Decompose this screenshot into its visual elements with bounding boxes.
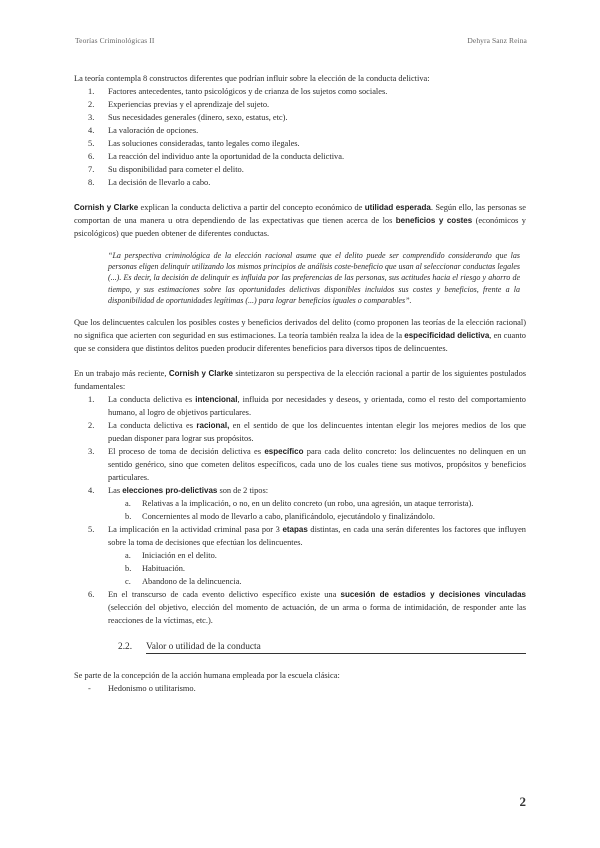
section-title: Valor o utilidad de la conducta: [146, 642, 261, 653]
intro-paragraph: La teoría contempla 8 constructos diferentes que podrían influir sobre la elección de la conducta delictiva:: [74, 74, 430, 83]
list-item: 5. Las soluciones consideradas, tanto legales como ilegales.: [88, 139, 300, 148]
list-item: 1. La conducta delictiva es intencional, influida por necesidades y deseos, y orientada, como el resto del comportamiento humano, al logro de objetivos particulares.: [88, 395, 526, 418]
section-heading: [74, 639, 526, 657]
constructs-list: [74, 85, 526, 189]
classical-school-paragraph: Se parte de la concepción de la acción humana empleada por la escuela clásica:: [74, 671, 340, 681]
list-item: b. Habituación.: [125, 564, 186, 574]
list-item: c. Abandono de la delincuencia.: [125, 577, 242, 587]
list-item: a. Iniciación en el delito.: [125, 551, 217, 561]
list-item: 4. Las elecciones pro-delictivas son de 2 tipos: a. Relativas a la implicación, o no, en un delito concreto (un robo, una agresión, un ataque terrorista). b. Concernientes al modo de llevarlo a cabo, planificándolo, ejecutándolo y finalizándolo.: [74, 484, 526, 523]
page-body: [74, 72, 526, 695]
list-item: 1. Factores antecedentes, tanto psicológicos y de crianza de los sujetos como sociales.: [88, 87, 388, 96]
list-item: 2. La conducta delictiva es racional, en el sentido de que los delincuentes intentan elegir los mejores medios de los que puedan disponer para lograr sus propósitos.: [88, 421, 527, 444]
list-item: 4. La valoración de opciones.: [88, 126, 199, 135]
list-item: 6. En el transcurso de cada evento delictivo específico existe una sucesión de estadios y decisiones vinculadas (selección del objetivo, elección del momento de actuación, de un arma o forma de intimidación, de responder ante las reacciones de la víctimas, etc.).: [88, 590, 526, 626]
list-item: 7. Su disponibilidad para cometer el delito.: [88, 165, 244, 174]
postulates-list: [74, 393, 526, 627]
list-item: b. Concernientes al modo de llevarlo a cabo, planificándolo, ejecutándolo y finalizándolo.: [125, 512, 435, 522]
list-item: a. Relativas a la implicación, o no, en un delito concreto (un robo, una agresión, un ataque terrorista).: [125, 499, 474, 509]
block-quote: “La perspectiva criminológica de la elección racional asume que el delito puede ser comprendido considerando que las personas eligen delinquir utilizando los mismos principios de análisis coste-beneficio que usan al seleccionar conductas legales (...). Es decir, la decisión de delinquir es influida por las preferencias de las personas, sus actitudes hacia el riesgo y ahorro de tiempo, y sus estimaciones sobre las oportunidades delictivas disponibles incluidos sus costes y beneficios, frente a la disponibilidad de oportunidades legítimas (...) para lograr beneficios iguales o comparables”.: [108, 251, 520, 305]
list-item: 3. Sus necesidades generales (dinero, sexo, estatus, etc).: [88, 113, 288, 122]
header-course-title: Teorías Criminológicas II: [75, 36, 155, 45]
list-item: 3. El proceso de toma de decisión delictiva es específico para cada delito concreto: los delincuentes no delinquen en un sentido genérico, sino que cometen delitos específicos, cada uno de los cuales tiene sus motivos, propósitos y beneficios particulares.: [88, 447, 526, 483]
sub-list: [108, 497, 526, 523]
header-author: Dehyra Sanz Reina: [467, 36, 527, 45]
sub-list: [108, 549, 526, 588]
section-underline: [146, 653, 526, 654]
list-item: - Hedonismo o utilitarismo.: [88, 684, 196, 694]
specificity-paragraph: Que los delincuentes calculen los posibles costes y beneficios derivados del delito (como proponen las teorías de la elección racional) no significa que acierten con seguridad en sus estimaciones. La teoría también realza la idea de la especificidad delictiva, en cuanto que se considera que distintos delitos pueden producir diferentes beneficios para diversos tipos de delincuentes.: [74, 318, 526, 354]
list-item: 8. La decisión de llevarlo a cabo.: [88, 178, 211, 187]
list-item: 2. Experiencias previas y el aprendizaje del sujeto.: [88, 100, 270, 109]
list-item: 6. La reacción del individuo ante la oportunidad de la conducta delictiva.: [88, 152, 345, 161]
list-item: 5. La implicación en la actividad criminal pasa por 3 etapas distintas, en cada una serán diferentes los factores que influyen sobre la toma de decisiones que efectúan los delincuentes. a. Iniciación en el delito. b. Habituación. c. Abandono de la delincuencia.: [88, 525, 526, 587]
postulates-intro: En un trabajo más reciente, Cornish y Clarke sintetizaron su perspectiva de la elección racional a partir de los siguientes postulados fundamentales:: [74, 369, 527, 392]
cornish-clarke-paragraph: Cornish y Clarke explican la conducta delictiva a partir del concepto económico de utilidad esperada. Según ello, las personas se comportan de una manera u otra dependiendo de las expectativas que tienen acerca de los beneficios y costes (económicos y psicológicos) que pueden obtener de diferentes conductas.: [74, 203, 527, 238]
page-number: 2: [519, 794, 526, 809]
section-number: 2.2.: [118, 642, 133, 653]
